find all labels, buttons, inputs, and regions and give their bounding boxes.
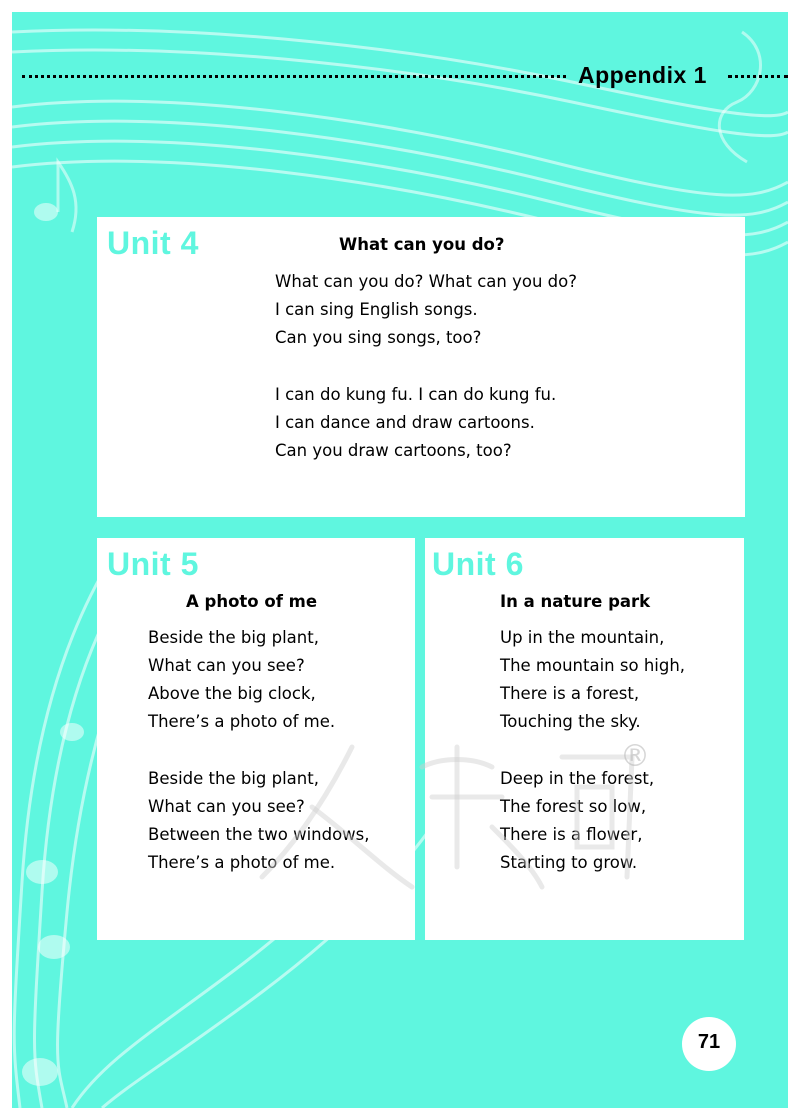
page-number-badge — [682, 1017, 736, 1071]
unit-6-label: Unit 6 — [432, 546, 524, 582]
dotted-rule-right — [728, 75, 788, 78]
unit-5-card — [97, 538, 415, 940]
unit-5-line: Beside the big plant, — [148, 628, 319, 647]
unit-5-song-title: A photo of me — [186, 592, 318, 611]
unit-4-label: Unit 4 — [107, 225, 199, 261]
unit-6-line: The forest so low, — [500, 797, 647, 816]
unit-5-line: There’s a photo of me. — [148, 712, 336, 731]
page-number: 71 — [697, 1031, 721, 1053]
unit-4-line: What can you do? What can you do? — [275, 272, 577, 291]
unit-4-line: I can do kung fu. I can do kung fu. — [275, 385, 557, 404]
unit-5-label: Unit 5 — [107, 546, 199, 582]
unit-5-line: What can you see? — [148, 656, 305, 675]
unit-6-song-title: In a nature park — [500, 592, 651, 611]
unit-4-card — [97, 217, 745, 517]
unit-5-line: Above the big clock, — [148, 684, 316, 703]
appendix-title: Appendix 1 — [578, 62, 707, 88]
unit-4-line: I can dance and draw cartoons. — [275, 413, 535, 432]
unit-5-line: Between the two windows, — [148, 825, 370, 844]
unit-6-line: Starting to grow. — [500, 853, 638, 872]
unit-6-line: Touching the sky. — [500, 712, 641, 731]
dotted-rule-left — [22, 75, 566, 78]
unit-6-line: The mountain so high, — [500, 656, 686, 675]
page-background — [12, 12, 788, 1108]
unit-5-line: What can you see? — [148, 797, 305, 816]
unit-6-line: There is a flower, — [500, 825, 643, 844]
unit-4-line: I can sing English songs. — [275, 300, 478, 319]
unit-4-line: Can you draw cartoons, too? — [275, 441, 512, 460]
unit-4-song-title: What can you do? — [339, 235, 505, 254]
unit-4-line: Can you sing songs, too? — [275, 328, 482, 347]
registered-mark: ® — [620, 739, 650, 774]
unit-6-line: Up in the mountain, — [500, 628, 665, 647]
page-header — [12, 62, 788, 92]
unit-5-line: Beside the big plant, — [148, 769, 319, 788]
unit-6-line: Deep in the forest, — [500, 769, 655, 788]
unit-6-line: There is a forest, — [500, 684, 640, 703]
unit-5-line: There’s a photo of me. — [148, 853, 336, 872]
unit-6-card — [425, 538, 744, 940]
